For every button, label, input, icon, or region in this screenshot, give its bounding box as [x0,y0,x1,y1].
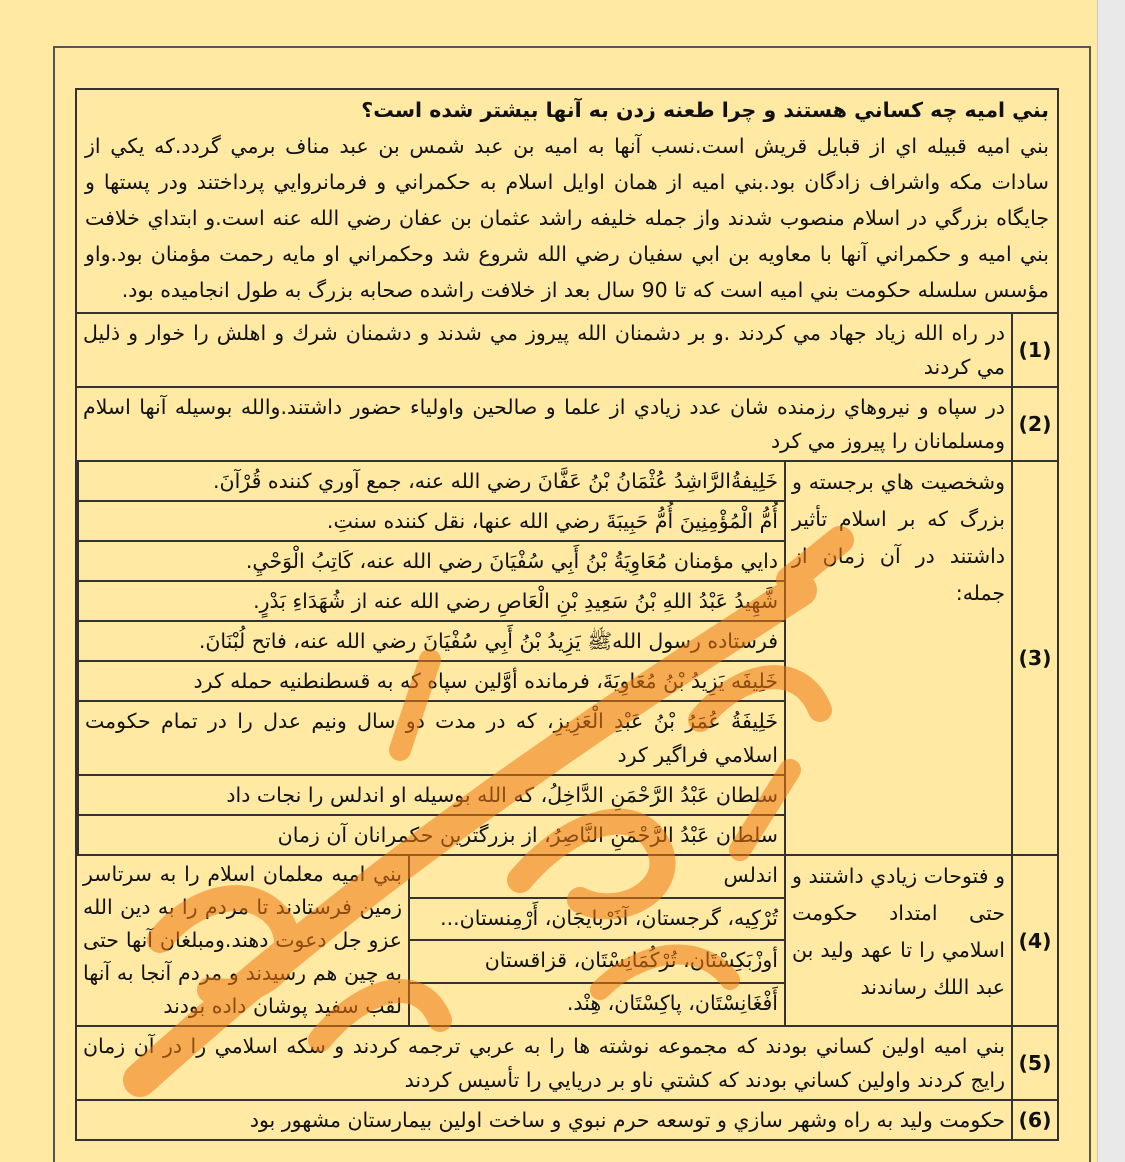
personality-item: فرستاده رسول اللهﷺ يَزِيدُ بْنُ أَبِي سُفْيَانَ رضي الله عنه، فاتح لُبْنَانَ. [78,621,785,661]
personalities-label: وشخصيت هاي برجسته و بزرگ كه بر اسلام تأثير داشتند در آن زمان از جمله: [785,462,1011,854]
row-6 [76,1100,1058,1140]
row-1 [76,313,1058,387]
conquests-label: و فتوحات زيادي داشتند و حتى امتداد حكومت اسلامي را تا عهد وليد بن عبد اللك رساندند [785,856,1011,1025]
row-number: (2) [1012,387,1058,461]
row-text: حكومت وليد به راه وشهر سازي و توسعه حرم نبوي و ساخت اولين بيمارستان مشهور بود [76,1100,1012,1140]
content-table [75,88,1059,1141]
personality-item: سلطان عَبْدُ الرَّحْمَنِ الدَّاخِلُ، كه الله بوسيله او اندلس را نجات داد [78,775,785,815]
intro-paragraph: بني اميه قبيله اي از قبايل قريش است.نسب آنها به اميه بن عبد شمس بن عبد مناف برمي گردد.كه يكي از سادات مكه واشراف زادگان بود.بني اميه از همان اوايل اسلام به حكمراني و فرمانروايي پرداختند ودر پستها و جايگاه بزرگي در اسلام منصوب شدند واز جمله خليفه راشد عثمان بن عفان رضي الله عنه است.و ابتداي خلافت بني اميه و حكمراني آنها با معاويه بن ابي سفيان رضي الله شروع شد وحكمراني او مايه رحمت مؤمنان بود.واو مؤسس سلسله حكومت بني اميه است كه تا 90 سال بعد از خلافت راشده صحابه بزرگ به طول انجاميده بود. [85,134,1049,302]
row-3-holder [76,461,1012,855]
row-number: (3) [1012,461,1058,855]
personality-item: أُمُّ الْمُؤْمِنِينَ أُمُّ حَبِيبَةَ رضي الله عنها، نقل كننده سنتِ. [78,501,785,541]
missionaries-note: بني اميه معلمان اسلام را به سرتاسر زمين فرستادند تا مردم را به دين الله عزو جل دعوت دهند.ومبلغان آنها حتى به چين هم رسيدند و مردم آنجا به آنها لقب سفيد پوشان داده بودند [77,856,409,1025]
row-text: بني اميه اولين كساني بودند كه مجموعه نوشته ها را به عربي ترجمه كردند و سكه اسلامي را در آن زمان رايج كردند واولين كساني بودند كه كشتي ناو بر دريايي را تأسيس كردند [76,1026,1012,1100]
conquest-place: أوزْبَكِسْتَان، تُرْكُمَانِسْتَان، قزاقستان [409,940,785,983]
document-title: بني اميه چه كساني هستند و چرا طعنه زدن به آنها بيشتر شده است؟ [361,98,1049,122]
personalities-table [77,462,1011,854]
intro-row [76,89,1058,313]
conquest-place: اندلس [409,856,785,898]
row-number: (5) [1012,1026,1058,1100]
personality-item: خَلِيفَه يَزِيدُ بْنُ مُعَاوِيَةَ، فرمانده أوَّلين سپاه كه به قسطنطنيه حمله كرد [78,661,785,701]
row-2 [76,387,1058,461]
viewer-scrollbar-strip[interactable] [1097,0,1125,1162]
row-4-holder [76,855,1012,1026]
conquest-place: أَفْغَانِسْتَان، پاكِسْتَان، هِنْد. [409,983,785,1025]
conquest-place: تُرْكِيه، گرجستان، آذَرْبايجَان، أَرْمِنستان... [409,898,785,941]
personality-item: شَّهِيدُ عَبْدُ اللهِ بْنُ سَعِيدِ بْنِ الْعَاصِ رضي الله عنه از شُهَدَاءِ بَدْرٍ. [78,581,785,621]
row-number: (4) [1012,855,1058,1026]
personality-item: خَلِيفةُالرَّاشِدُ عُثْمَانُ بْنُ عَفَّانَ رضي الله عنه، جمع آوري كننده قُرْآنَ. [78,462,785,501]
row-number: (6) [1012,1100,1058,1140]
personality-item: خَلِيفَةُ عُمَرُ بْنُ عَبْدِ الْعَزِيزِ، كه در مدت دو سال ونيم عدل را در تمام حكومت اسلامي فراگير كرد [78,701,785,775]
row-text: در سپاه و نيروهاي رزمنده شان عدد زيادي از علما و صالحين واولياء حضور داشتند.والله بوسيله آنها اسلام ومسلمانان را پيروز مي كرد [76,387,1012,461]
personality-item: دايي مؤمنان مُعَاوِيَةُ بْنُ أَبِي سُفْيَانَ رضي الله عنه، كَاتِبُ الْوَحْيِ. [78,541,785,581]
conquests-table [77,856,1011,1025]
personality-item: سلطان عَبْدُ الرَّحْمَنِ النَّاصِرُ، از بزرگترين حكمرانان آن زمان [78,815,785,854]
intro-cell [76,89,1058,313]
row-5 [76,1026,1058,1100]
row-number: (1) [1012,313,1058,387]
row-text: در راه الله زياد جهاد مي كردند .و بر دشمنان الله پيروز مي شدند و دشمنان شرك و اهلش را خوار و ذليل مي كردند [76,313,1012,387]
row-4 [76,855,1058,1026]
row-3 [76,461,1058,855]
